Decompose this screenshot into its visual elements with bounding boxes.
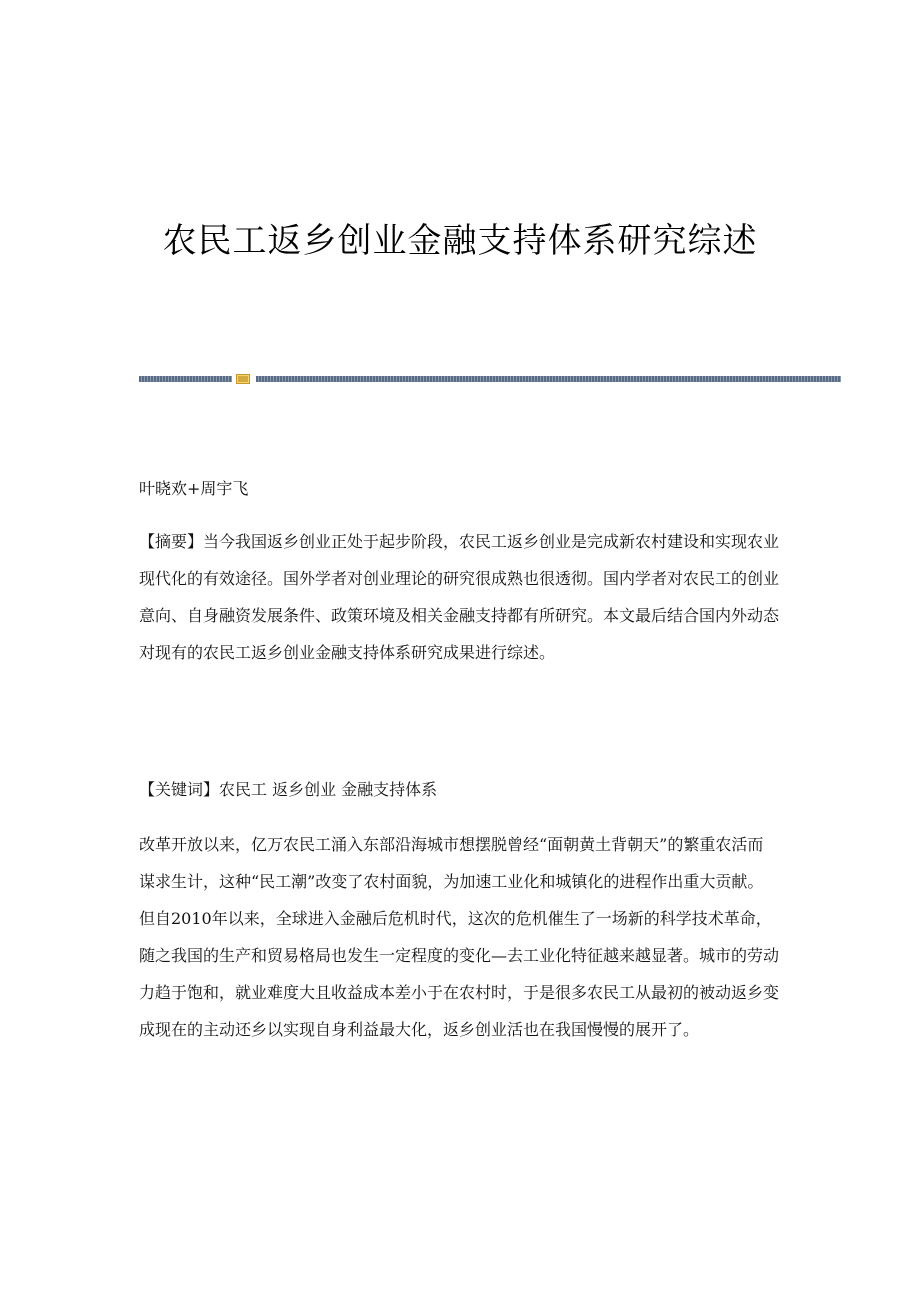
abstract: 【摘要】当今我国返乡创业正处于起步阶段，农民工返乡创业是完成新农村建设和实现农业现代化的有效途径。国外学者对创业理论的研究很成熟也很透彻。国内学者对农民工的创业意向、自身融资发展条件、政策环境及相关金融支持都有所研究。本文最后结合国内外动态对现有的农民工返乡创业金融支持体系研究成果进行综述。 xyxy=(139,532,780,662)
divider-bar-left xyxy=(139,376,232,382)
divider-bar-right xyxy=(256,376,841,382)
authors: 叶晓欢+周宇飞 xyxy=(139,479,249,498)
divider-ornament-icon xyxy=(236,374,250,384)
body-paragraph: 改革开放以来，亿万农民工涌入东部沿海城市想摆脱曾经“面朝黄土背朝天”的繁重农活而谋求生计，这种“民工潮”改变了农村面貌，为加速工业化和城镇化的进程作出重大贡献。但自2010年以来，全球进入金融后危机时代，这次的危机催生了一场新的科学技术革命，随之我国的生产和贸易格局也发生一定程度的变化—去工业化特征越来越显著。城市的劳动力趋于饱和，就业难度大且收益成本差小于在农村时，于是很多农民工从最初的被动返乡变成现在的主动还乡以实现自身利益最大化，返乡创业活也在我国慢慢的展开了。 xyxy=(139,835,780,1039)
keywords: 【关键词】农民工 返乡创业 金融支持体系 xyxy=(139,780,438,799)
title-divider xyxy=(139,374,841,384)
page-title: 农民工返乡创业金融支持体系研究综述 xyxy=(162,221,758,261)
